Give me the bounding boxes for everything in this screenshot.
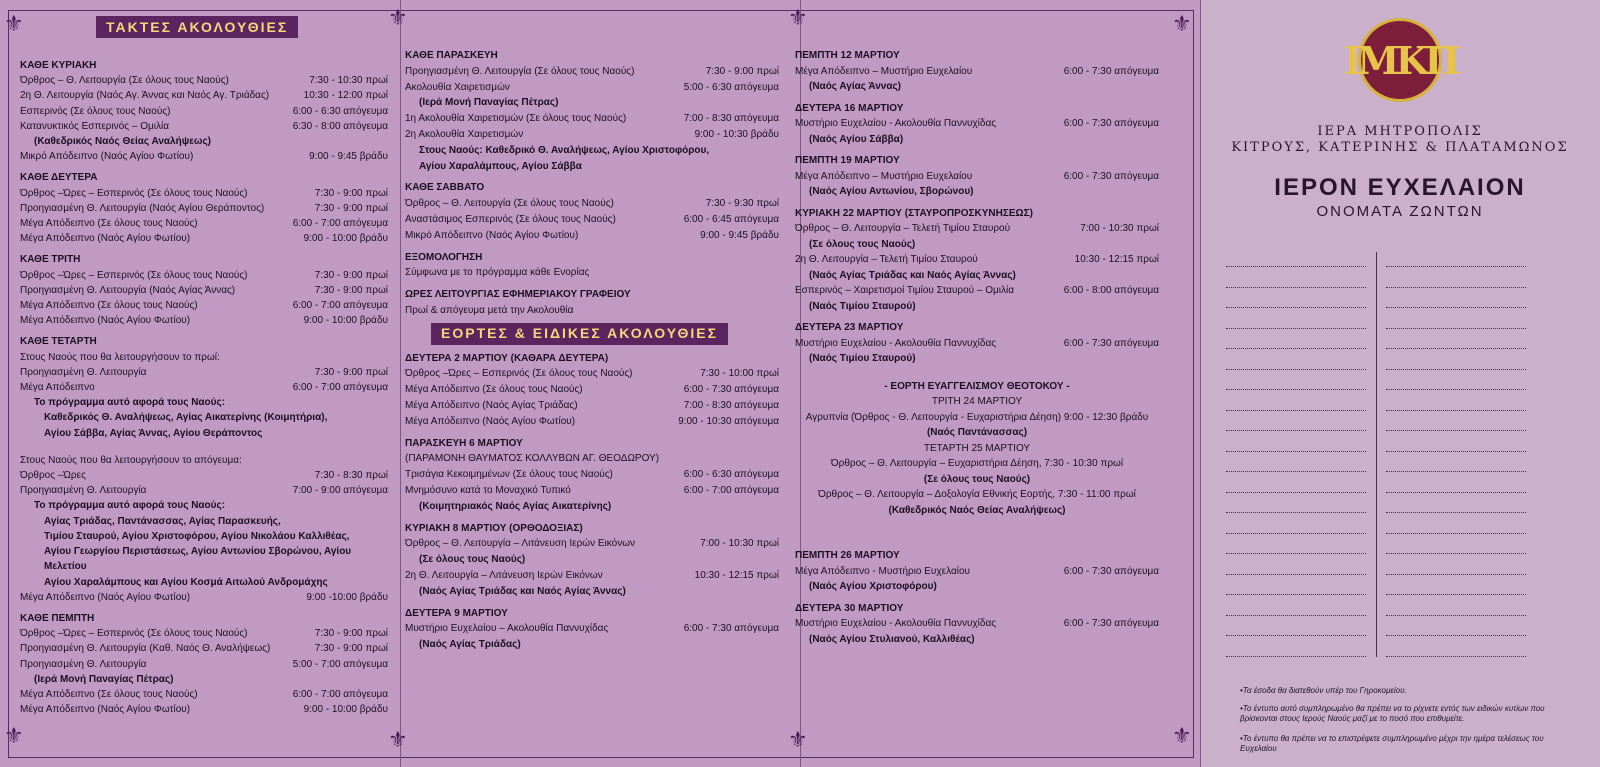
service-name: Προηγιασμένη Θ. Λειτουργία (20, 485, 147, 497)
service-name: Όρθρος –Ώρες – Εσπερινός (Σε όλους τους Ναούς) (20, 269, 248, 281)
schedule-row (20, 268, 388, 283)
metropolis-logo (1343, 18, 1457, 102)
service-time: 10:30 - 12:15 πρωί (1074, 254, 1159, 265)
schedule-row (795, 64, 1159, 80)
service-time: 6:00 - 6:30 απόγευμα (683, 469, 779, 481)
feast-line: Αγρυπνία (Όρθρος - Θ. Λειτουργία - Ευχαριστήρια Δέηση) 9:00 - 12:30 βράδυ (805, 411, 1149, 423)
church-list: Αγίου Γεωργίου Περιστάσεως, Αγίου Αντωνίου Σβορώνου, Αγίου Μελετίου (44, 546, 352, 573)
service-name: Μέγα Απόδειπνο (Ναός Αγίας Τριάδας) (405, 399, 578, 411)
name-entry-line[interactable] (1386, 512, 1526, 513)
service-name: 1η Ακολουθία Χαιρετισμών (Σε όλους τους Ναούς) (405, 113, 627, 125)
service-time: 6:00 - 7:00 απόγευμα (292, 218, 388, 230)
day-heading: ΚΑΘΕ ΔΕΥΤΕΡΑ (20, 172, 98, 184)
service-time: 9:00 - 9:45 βράδυ (700, 229, 779, 241)
service-time: 9:00 - 10:00 βράδυ (303, 233, 388, 245)
schedule-row (405, 398, 779, 414)
schedule-row (795, 221, 1159, 237)
location-note: (Ναός Αγίου Αντωνίου, Σβορώνου) (809, 186, 974, 197)
spacer (20, 441, 388, 453)
service-name: Μυστήριο Ευχελαίου - Ακολουθία Παννυχίδας (795, 118, 997, 129)
service-time: 6:00 - 7:30 απόγευμα (1063, 118, 1159, 129)
schedule-row (20, 231, 388, 246)
service-time: 7:30 - 9:00 πρωί (705, 65, 779, 77)
service-time: 6:00 - 7:00 απόγευμα (292, 688, 388, 700)
schedule-row (795, 564, 1159, 580)
service-time: 6:00 - 7:00 απόγευμα (292, 382, 388, 394)
schedule-row (795, 283, 1159, 299)
service-time: 5:00 - 7:00 απόγευμα (292, 658, 388, 670)
schedule-row (20, 468, 388, 483)
location-note: (Ναός Αγίας Τριάδας) (419, 639, 521, 651)
day-heading: ΚΑΘΕ ΚΥΡΙΑΚΗ (20, 60, 97, 71)
service-time: 7:30 - 8:30 πρωί (314, 470, 388, 482)
service-time: 7:00 - 8:30 απόγευμα (683, 399, 779, 411)
service-name: Μέγα Απόδειπνο (Σε όλους τους Ναούς) (20, 300, 198, 312)
schedule-row (405, 382, 779, 398)
service-name: Ακολουθία Χαιρετισμών (405, 81, 510, 93)
day-heading: ΚΑΘΕ ΤΕΤΑΡΤΗ (20, 336, 97, 348)
name-entry-line[interactable] (1226, 512, 1366, 513)
service-name: Όρθρος –Ώρες – Εσπερινός (Σε όλους τους Ναούς) (20, 628, 248, 640)
service-name: Όρθρος –Ώρες – Εσπερινός (Σε όλους τους Ναούς) (405, 368, 633, 380)
service-name: Όρθρος –Ώρες (20, 470, 86, 482)
service-time: 7:30 - 9:00 πρωί (314, 269, 388, 281)
location-note: (Καθεδρικός Ναός Θείας Αναλήψεως) (34, 136, 211, 148)
fleur-icon: ⚜ (788, 6, 808, 31)
name-entry-line[interactable] (1386, 492, 1526, 493)
info-line: Σύμφωνα με το πρόγραμμα κάθε Ενορίας (405, 267, 590, 279)
schedule-row (405, 212, 779, 228)
fold-line (1200, 0, 1201, 767)
note-1: •Τα έσοδα θα διατεθούν υπέρ του Γηροκομείου. (1240, 686, 1407, 695)
fleur-icon: ⚜ (788, 728, 808, 753)
column-march (795, 42, 1159, 647)
name-divider (1376, 252, 1377, 657)
doc-subtitle: ΟΝΟΜΑΤΑ ΖΩΝΤΩΝ (1316, 203, 1484, 220)
schedule-row (20, 626, 388, 641)
service-time: 6:30 - 8:00 απόγευμα (292, 120, 388, 132)
location-note: (Ναός Αγίου Χριστοφόρου) (809, 581, 937, 592)
name-entry-line[interactable] (1226, 574, 1366, 575)
service-name: Εσπερινός – Χαιρετισμοί Τιμίου Σταυρού – Ομιλία (795, 285, 1015, 296)
doc-title: ΙΕΡΟΝ ΕΥΧΕΛΑΙΟΝ (1274, 174, 1526, 201)
column-regular (20, 52, 388, 717)
service-time: 7:30 - 9:30 πρωί (705, 198, 779, 210)
name-entry-line[interactable] (1386, 348, 1526, 349)
spacer (795, 530, 1159, 542)
note-3: •Το έντυπο θα πρέπει να το επιστρέφετε συμπληρωμένο μέχρι την ημέρα τελέσεως του Ευχελαίου (1240, 734, 1544, 753)
schedule-row (20, 298, 388, 313)
day-heading: ΠΕΜΠΤΗ 12 ΜΑΡΤΙΟΥ (795, 50, 900, 61)
service-time: 7:30 - 9:00 πρωί (314, 628, 388, 640)
name-entry-line[interactable] (1386, 287, 1526, 288)
service-time: 6:00 - 6:45 απόγευμα (683, 213, 779, 225)
service-time: 7:30 - 10:30 πρωί (309, 75, 388, 87)
fleur-icon: ⚜ (388, 728, 408, 753)
service-time: 7:30 - 9:00 πρωί (314, 202, 388, 214)
service-time: 7:00 - 9:00 απόγευμα (292, 485, 388, 497)
service-name: Μέγα Απόδειπνο – Μυστήριο Ευχελαίου (795, 170, 973, 182)
name-entry-line[interactable] (1386, 656, 1526, 657)
day-heading: ΚΥΡΙΑΚΗ 8 ΜΑΡΤΙΟΥ (ΟΡΘΟΔΟΞΙΑΣ) (405, 522, 583, 534)
name-entry-line[interactable] (1226, 430, 1366, 431)
schedule-row (20, 702, 388, 717)
service-name: Μυστήριο Ευχελαίου – Ακολουθία Παννυχίδας (405, 623, 609, 635)
service-time: 9:00 - 10:30 βράδυ (694, 128, 779, 140)
service-name: Όρθρος – Θ. Λειτουργία (Σε όλους τους Ναούς) (20, 75, 229, 87)
service-name: Προηγιασμένη Θ. Λειτουργία (20, 658, 147, 670)
service-time: 7:30 - 9:00 πρωί (314, 366, 388, 378)
location-note: (Ναός Αγίας Τριάδας και Ναός Αγίας Άννας) (809, 269, 1016, 281)
schedule-row (20, 283, 388, 298)
name-entry-line[interactable] (1386, 369, 1526, 370)
name-entry-line[interactable] (1226, 287, 1366, 288)
day-heading: ΔΕΥΤΕΡΑ 23 ΜΑΡΤΙΟΥ (795, 322, 904, 333)
service-time: 6:00 - 8:00 απόγευμα (1063, 285, 1159, 296)
name-entry-line[interactable] (1386, 615, 1526, 616)
service-time: 9:00 - 10:00 βράδυ (303, 315, 388, 327)
schedule-row (20, 657, 388, 672)
schedule-row (20, 216, 388, 231)
fleur-icon: ⚜ (1172, 12, 1192, 37)
logo-monogram: ΙΜΚΠ (1343, 37, 1457, 83)
schedule-row (20, 149, 388, 164)
schedule-row (20, 186, 388, 201)
name-entry-line[interactable] (1226, 594, 1366, 595)
location-note: Το πρόγραμμα αυτό αφορά τους Ναούς: (34, 397, 226, 409)
name-entry-line[interactable] (1386, 635, 1526, 636)
service-time: 9:00 - 9:45 βράδυ (309, 151, 388, 163)
service-time: 10:30 - 12:15 πρωί (694, 569, 779, 581)
name-entry-line[interactable] (1226, 348, 1366, 349)
feast-line: - ΕΟΡΤΗ ΕΥΑΓΓΕΛΙΣΜΟΥ ΘΕΟΤΟΚΟΥ - (884, 380, 1070, 392)
service-name: Τρισάγια Κεκοιμημένων (Σε όλους τους Ναούς) (405, 469, 613, 481)
service-name: Μέγα Απόδειπνο (Σε όλους τους Ναούς) (405, 384, 583, 396)
service-name: Μέγα Απόδειπνο (Ναός Αγίου Φωτίου) (20, 315, 191, 327)
location-note: (Ναός Τιμίου Σταυρού) (809, 353, 916, 364)
service-time: 7:30 - 10:00 πρωί (700, 368, 779, 380)
service-time: 6:00 - 7:30 απόγευμα (1063, 565, 1159, 577)
service-name: Μέγα Απόδειπνο - Μυστήριο Ευχελαίου (795, 565, 970, 577)
feast-line: (Ναός Παντάνασσας) (926, 427, 1028, 438)
feast-line: (Σε όλους τους Ναούς) (923, 473, 1031, 485)
service-time: 6:00 - 6:30 απόγευμα (292, 105, 388, 117)
service-time: 9:00 -10:00 βράδυ (306, 591, 388, 603)
info-line: (ΠΑΡΑΜΟΝΗ ΘΑΥΜΑΤΟΣ ΚΟΛΛΥΒΩΝ ΑΓ. ΘΕΟΔΩΡΟΥ) (405, 453, 660, 465)
schedule-row (405, 228, 779, 244)
name-entry-line[interactable] (1386, 307, 1526, 308)
service-time: 6:00 - 7:30 απόγευμα (1063, 170, 1159, 182)
schedule-row (405, 467, 779, 483)
info-line: Στους Ναούς που θα λειτουργήσουν το πρωί: (20, 351, 220, 363)
service-time: 6:00 - 7:30 απόγευμα (683, 384, 779, 396)
org-line2: ΚΙΤΡΟΥΣ, ΚΑΤΕΡΙΝΗΣ & ΠΛΑΤΑΜΩΝΟΣ (1231, 140, 1569, 155)
service-time: 6:00 - 7:30 απόγευμα (1063, 65, 1159, 77)
service-name: Μέγα Απόδειπνο – Μυστήριο Ευχελαίου (795, 65, 973, 77)
service-time: 6:00 - 7:30 απόγευμα (1063, 337, 1159, 349)
schedule-row (20, 313, 388, 328)
fleur-icon: ⚜ (4, 724, 24, 749)
name-entry-line[interactable] (1226, 656, 1366, 657)
day-heading: ΠΕΜΠΤΗ 19 ΜΑΡΤΙΟΥ (795, 155, 900, 166)
schedule-row (20, 104, 388, 119)
section-header (96, 16, 298, 38)
feast-line: (Καθεδρικός Ναός Θείας Αναλήψεως) (888, 504, 1066, 516)
day-heading: ΠΕΜΠΤΗ 26 ΜΑΡΤΙΟΥ (795, 550, 900, 561)
service-name: Μικρό Απόδειπνο (Ναός Αγίου Φωτίου) (405, 229, 579, 241)
service-name: Μικρό Απόδειπνο (Ναός Αγίου Φωτίου) (20, 151, 194, 163)
service-name: Προηγιασμένη Θ. Λειτουργία (Καθ. Ναός Θ. Αναλήψεως) (20, 643, 271, 655)
service-time: 6:00 - 7:30 απόγευμα (1063, 618, 1159, 629)
name-entry-line[interactable] (1386, 471, 1526, 472)
service-time: 7:00 - 10:30 πρωί (700, 538, 779, 550)
name-entry-line[interactable] (1226, 389, 1366, 390)
service-name: Προηγιασμένη Θ. Λειτουργία (Ναός Αγίου Θεράποντος) (20, 202, 265, 214)
service-name: Όρθρος – Θ. Λειτουργία (Σε όλους τους Ναούς) (405, 198, 614, 210)
note-2: •Το έντυπο αυτό συμπληρωμένο θα πρέπει να το ρίχνετε εντός των ειδικών κυτίων που βρίσκονται στους Ιερούς Ναούς μαζί με το ποσό που επιθυμείτε. (1240, 704, 1545, 723)
service-name: Προηγιασμένη Θ. Λειτουργία (20, 366, 147, 378)
schedule-row (405, 414, 779, 430)
name-entry-line[interactable] (1226, 328, 1366, 329)
day-heading: ΩΡΕΣ ΛΕΙΤΟΥΡΓΙΑΣ ΕΦΗΜΕΡΙΑΚΟΥ ΓΡΑΦΕΙΟΥ (405, 289, 631, 301)
service-name: Κατανυκτικός Εσπερινός – Ομιλία (20, 120, 169, 132)
schedule-row (20, 88, 388, 103)
day-heading: ΔΕΥΤΕΡΑ 16 ΜΑΡΤΙΟΥ (795, 102, 904, 114)
name-entry-line[interactable] (1386, 389, 1526, 390)
service-time: 6:00 - 7:00 απόγευμα (292, 300, 388, 312)
service-name: 2η Θ. Λειτουργία (Ναός Αγ. Άννας και Ναός Αγ. Τριάδας) (20, 90, 270, 102)
church-list: Καθεδρικός Θ. Αναλήψεως, Αγίας Αικατερίνης (Κοιμητήρια), (44, 412, 328, 424)
name-entry-line[interactable] (1386, 328, 1526, 329)
feasts-title: ΕΟΡΤΕΣ & ΕΙΔΙΚΕΣ ΑΚΟΛΟΥΘΙΕΣ (431, 323, 728, 345)
name-entry-line[interactable] (1386, 553, 1526, 554)
schedule-row (20, 73, 388, 88)
service-name: Μέγα Απόδειπνο (Σε όλους τους Ναούς) (20, 688, 198, 700)
service-name: Μέγα Απόδειπνο (Ναός Αγίου Φωτίου) (20, 591, 191, 603)
location-note: (Ναός Αγίου Σάββα) (809, 133, 904, 145)
spacer (795, 518, 1159, 530)
schedule-row (405, 64, 779, 80)
church-list: Τιμίου Σταυρού, Αγίου Χριστοφόρου, Αγίου Νικολάου Καλλιθέας, (44, 530, 350, 542)
day-heading: ΔΕΥΤΕΡΑ 9 ΜΑΡΤΙΟΥ (405, 607, 508, 619)
location-note: (Ναός Αγίου Στυλιανού, Καλλιθέας) (809, 633, 975, 645)
schedule-row (405, 366, 779, 382)
info-line: Στους Ναούς που θα λειτουργήσουν το απόγευμα: (20, 454, 242, 466)
name-entry-line[interactable] (1226, 635, 1366, 636)
service-time: 6:00 - 7:00 απόγευμα (683, 484, 779, 496)
day-heading: ΕΞΟΜΟΛΟΓΗΣΗ (405, 251, 483, 263)
fold-line (400, 0, 401, 767)
name-entry-line[interactable] (1226, 533, 1366, 534)
service-name: Προηγιασμένη Θ. Λειτουργία (Ναός Αγίας Άννας) (20, 284, 236, 296)
day-heading: ΚΑΘΕ ΣΑΒΒΑΤΟ (405, 182, 485, 194)
service-name: Όρθρος –Ώρες – Εσπερινός (Σε όλους τους Ναούς) (20, 187, 248, 199)
service-name: Προηγιασμένη Θ. Λειτουργία (Σε όλους τους Ναούς) (405, 65, 635, 77)
name-entry-line[interactable] (1386, 410, 1526, 411)
schedule-row (795, 169, 1159, 185)
location-note: Στους Ναούς: Καθεδρικό Θ. Αναλήψεως, Αγίου Χριστοφόρου, (419, 144, 710, 156)
schedule-row (20, 687, 388, 702)
day-heading: ΔΕΥΤΕΡΑ 30 ΜΑΡΤΙΟΥ (795, 602, 904, 614)
schedule-row (20, 641, 388, 656)
location-note: (Σε όλους τους Ναούς) (809, 238, 916, 250)
service-time: 7:30 - 9:00 πρωί (314, 284, 388, 296)
name-entry-line[interactable] (1386, 594, 1526, 595)
service-time: 7:00 - 10:30 πρωί (1080, 223, 1159, 234)
service-time: 9:00 - 10:00 βράδυ (303, 704, 388, 716)
fleur-icon: ⚜ (1172, 724, 1192, 749)
church-list: Αγίας Τριάδας, Παντάνασσας, Αγίας Παρασκευής, (44, 515, 281, 527)
name-entry-line[interactable] (1226, 266, 1366, 267)
feast-line: Όρθρος – Θ. Λειτουργία – Ευχαριστήρια Δέηση, 7:30 - 10:30 πρωί (830, 458, 1124, 469)
schedule-row (20, 119, 388, 134)
name-entry-line[interactable] (1226, 369, 1366, 370)
location-note: (Ναός Τιμίου Σταυρού) (809, 300, 916, 312)
service-name: Μνημόσυνο κατά το Μοναχικό Τυπικό (405, 484, 571, 496)
schedule-row (20, 365, 388, 380)
church-list: Αγίου Σάββα, Αγίας Άννας, Αγίου Θεράποντος (44, 427, 263, 439)
name-entry-line[interactable] (1226, 492, 1366, 493)
name-entry-line[interactable] (1386, 266, 1526, 267)
name-entry-line[interactable] (1226, 471, 1366, 472)
org-line1: ΙΕΡΑ ΜΗΤΡΟΠΟΛΙΣ (1317, 124, 1483, 139)
service-name: Μυστήριο Ευχελαίου - Ακολουθία Παννυχίδας (795, 618, 997, 629)
name-entry-line[interactable] (1226, 307, 1366, 308)
service-name: Αναστάσιμος Εσπερινός (Σε όλους τους Ναούς) (405, 213, 616, 225)
schedule-row (405, 80, 779, 96)
location-note: Το πρόγραμμα αυτό αφορά τους Ναούς: (34, 500, 226, 512)
feast-line: Όρθρος – Θ. Λειτουργία – Δοξολογία Εθνικής Εορτής, 7:30 - 11:00 πρωί (818, 489, 1136, 500)
day-heading: ΚΥΡΙΑΚΗ 22 ΜΑΡΤΙΟΥ (ΣΤΑΥΡΟΠΡΟΣΚΥΝΗΣΕΩΣ) (795, 207, 1033, 219)
name-entry-line[interactable] (1386, 451, 1526, 452)
service-name: Μέγα Απόδειπνο (Ναός Αγίου Φωτίου) (20, 233, 191, 245)
day-heading: ΔΕΥΤΕΡΑ 2 ΜΑΡΤΙΟΥ (ΚΑΘΑΡΑ ΔΕΥΤΕΡΑ) (405, 352, 609, 364)
service-time: 10:30 - 12:00 πρωί (303, 90, 388, 102)
service-name: Μέγα Απόδειπνο (Σε όλους τους Ναούς) (20, 218, 198, 230)
name-entry-line[interactable] (1386, 574, 1526, 575)
schedule-row (405, 568, 779, 584)
schedule-row (20, 590, 388, 605)
name-entry-line[interactable] (1226, 451, 1366, 452)
service-time: 9:00 - 10:30 απόγευμα (678, 415, 779, 427)
info-line: Πρωί & απόγευμα μετά την Ακολουθία (405, 304, 574, 316)
service-time: 7:00 - 8:30 απόγευμα (683, 113, 779, 125)
schedule-row (20, 483, 388, 498)
fleur-icon: ⚜ (4, 12, 24, 37)
service-time: 6:00 - 7:30 απόγευμα (683, 623, 779, 635)
service-name: Μέγα Απόδειπνο (20, 382, 95, 394)
day-heading: ΚΑΘΕ ΠΕΜΠΤΗ (20, 612, 95, 624)
name-entry-line[interactable] (1226, 553, 1366, 554)
location-note: (Σε όλους τους Ναούς) (419, 554, 526, 566)
location-note: Αγίου Χαραλάμπους, Αγίου Σάββα (419, 160, 582, 172)
service-name: 2η Θ. Λειτουργία – Τελετή Τιμίου Σταυρού (795, 254, 978, 265)
schedule-row (795, 252, 1159, 268)
service-time: 7:30 - 9:00 πρωί (314, 643, 388, 655)
feast-line: ΤΡΙΤΗ 24 ΜΑΡΤΙΟΥ (931, 396, 1023, 407)
service-name: Όρθρος – Θ. Λειτουργία – Τελετή Τιμίου Σταυρού (795, 223, 1011, 234)
day-heading: ΠΑΡΑΣΚΕΥΗ 6 ΜΑΡΤΙΟΥ (405, 437, 523, 449)
day-heading: ΚΑΘΕ ΠΑΡΑΣΚΕΥΗ (405, 50, 498, 61)
service-name: 2η Ακολουθία Χαιρετισμών (405, 128, 524, 140)
service-name: Μέγα Απόδειπνο (Ναός Αγίου Φωτίου) (405, 415, 576, 427)
service-time: 5:00 - 6:30 απόγευμα (683, 81, 779, 93)
spacer (795, 367, 1159, 379)
day-heading: ΚΑΘΕ ΤΡΙΤΗ (20, 254, 81, 266)
service-name: Μέγα Απόδειπνο (Ναός Αγίου Φωτίου) (20, 704, 191, 716)
schedule-row (405, 111, 779, 127)
location-note: (Ναός Αγίας Τριάδας και Ναός Αγίας Άννας) (419, 585, 626, 597)
section-header (431, 323, 779, 345)
location-note: (Ιερά Μονή Παναγίας Πέτρας) (34, 673, 174, 685)
regular-services-title: ΤΑΚΤΕΣ ΑΚΟΛΟΥΘΙΕΣ (96, 16, 298, 38)
schedule-row (405, 621, 779, 637)
church-list: Αγίου Χαραλάμπους και Αγίου Κοσμά Αιτωλού Ανδρομάχης (44, 576, 328, 588)
schedule-row (405, 196, 779, 212)
service-name: Εσπερινός (Σε όλους τους Ναούς) (20, 105, 171, 117)
service-time: 7:30 - 9:00 πρωί (314, 187, 388, 199)
schedule-row (795, 116, 1159, 132)
service-name: Μυστήριο Ευχελαίου - Ακολουθία Παννυχίδας (795, 337, 997, 349)
schedule-row (20, 380, 388, 395)
location-note: (Κοιμητηριακός Ναός Αγίας Αικατερίνης) (419, 500, 612, 512)
name-entry-line[interactable] (1226, 615, 1366, 616)
schedule-row (795, 336, 1159, 352)
schedule-row (405, 536, 779, 552)
feast-line: ΤΕΤΑΡΤΗ 25 ΜΑΡΤΙΟΥ (923, 442, 1031, 454)
fleur-icon: ⚜ (388, 6, 408, 31)
column-feasts (405, 42, 779, 653)
location-note: (Ναός Αγίας Άννας) (809, 81, 902, 92)
panel-cover (1200, 0, 1600, 767)
schedule-row (795, 616, 1159, 632)
schedule-row (405, 127, 779, 143)
schedule-row (20, 201, 388, 216)
name-entry-line[interactable] (1386, 533, 1526, 534)
name-entry-line[interactable] (1386, 430, 1526, 431)
location-note: (Ιερά Μονή Παναγίας Πέτρας) (419, 97, 559, 109)
service-name: Όρθρος – Θ. Λειτουργία – Λιτάνευση Ιερών Εικόνων (405, 538, 635, 550)
schedule-row (405, 483, 779, 499)
service-name: 2η Θ. Λειτουργία – Λιτάνευση Ιερών Εικόνων (405, 569, 603, 581)
name-entry-line[interactable] (1226, 410, 1366, 411)
